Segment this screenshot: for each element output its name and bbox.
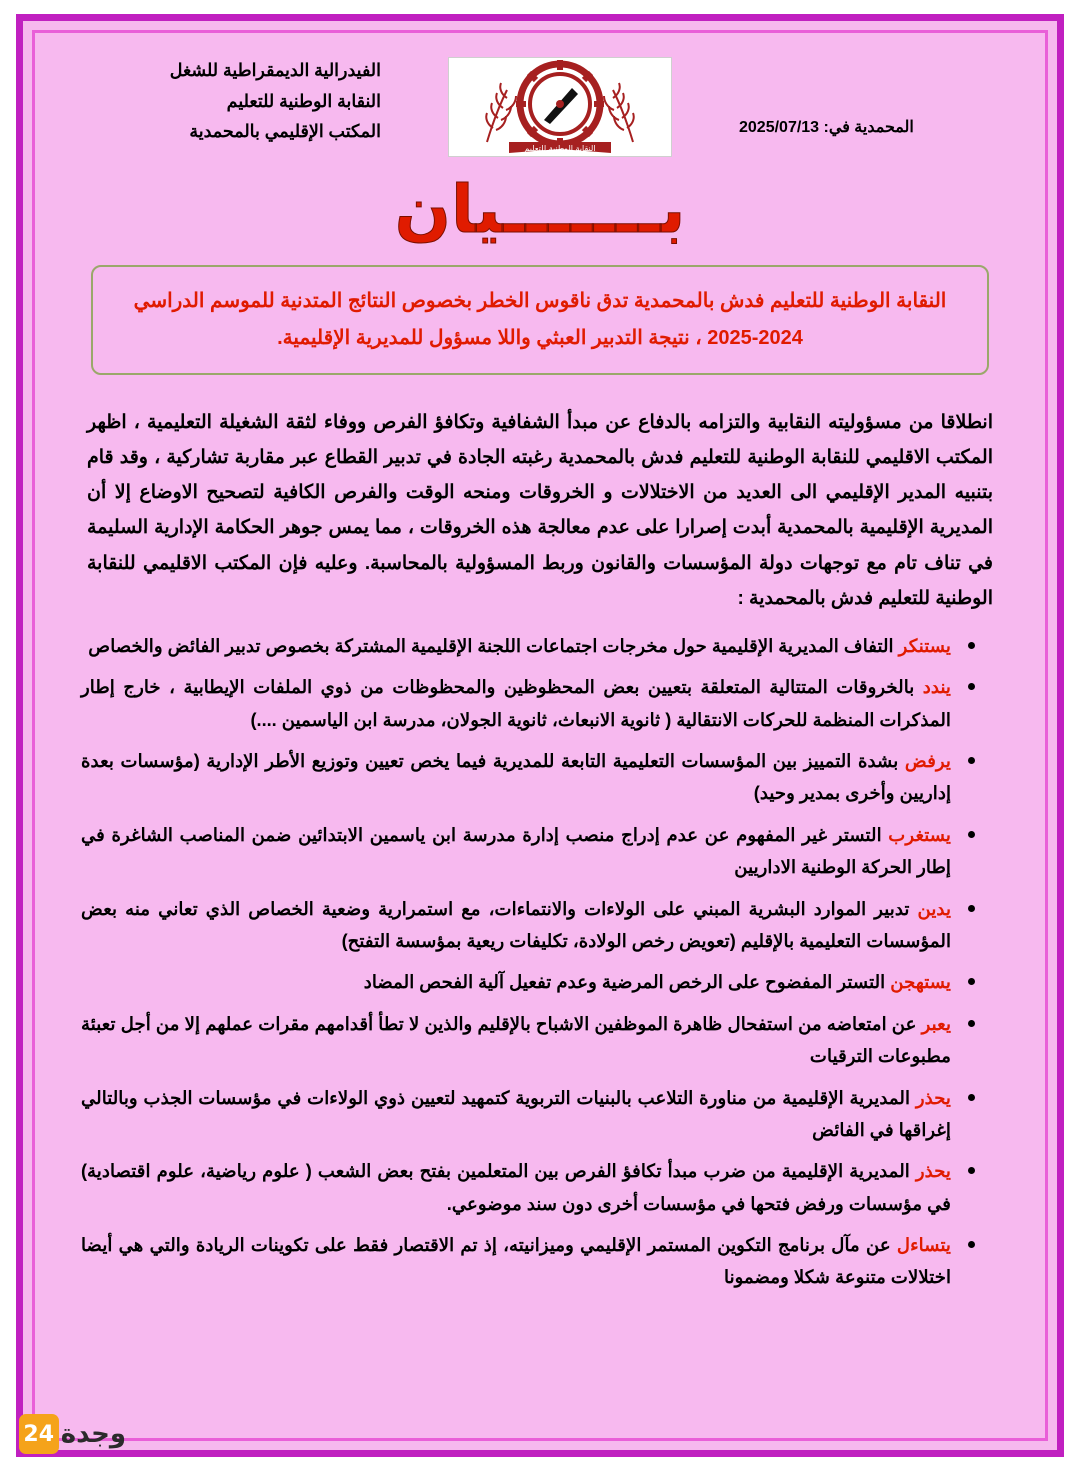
header-date-block [739, 55, 999, 137]
org-line-2: النقابة الوطنية للتعليم [226, 90, 381, 111]
claim-text: بشدة التمييز بين المؤسسات التعليمية التابعة للمديرية فيما يخص تعيين وتوزيع الأطر الإدارية (مؤسسات بعدة إداريين وأخرى بمدير وحيد) [81, 751, 951, 804]
watermark-badge: 24 [19, 1414, 59, 1454]
list-item [81, 1155, 955, 1220]
claim-verb: يستهجن [890, 972, 951, 993]
organization-names [81, 55, 381, 147]
claim-verb: يتساءل [896, 1235, 951, 1256]
claims-list [81, 630, 985, 1294]
claim-text: عن امتعاضه من استفحال ظاهرة الموظفين الاشباح بالإقليم والذين لا تطأ أقدامهم مقرات عملهم إلا من أجل تعبئة مطبوعات الترقيات [81, 1013, 951, 1067]
body-paragraph: انطلاقا من مسؤوليته النقابية والتزامه بالدفاع عن مبدأ الشفافية وتكافؤ الفرص ووفاء لثقة الشغيلة التعليمية ، اظهر المكتب الاقليمي للنقابة الوطنية للتعليم فدش بالمحمدية رغبته الجادة في تدبير القطاع عبر مقاربة تشاركية ، وقد قام بتنبيه المدير الإقليمي الى العديد من الاختلالات و الخروقات ومنحه الوقت والفرص الكافية لتصحيح الاوضاع إلا أن المديرية الإقليمية بالمحمدية أبدت إصرارا على عدم معالجة هذه الخروقات ، مما يمس جوهر الحكامة الإدارية السليمة في تناف تام مع توجهات دولة المؤسسات والقانون وربط المسؤولية بالمحاسبة. وعليه فإن المكتب الاقليمي للنقابة الوطنية للتعليم فدش بالمحمدية : [87, 412, 993, 609]
claim-text: التفاف المديرية الإقليمية حول مخرجات اجتماعات اللجنة الإقليمية المشتركة بخصوص تدبير الفائض والخصاص [88, 635, 899, 656]
claim-verb: يرفض [904, 751, 951, 772]
org-line-3: المكتب الإقليمي بالمحمدية [189, 121, 381, 142]
svg-text:النقابة الوطنية للتعليم: النقابة الوطنية للتعليم [524, 144, 596, 153]
claim-verb: يستنكر [898, 635, 951, 656]
union-emblem-logo [448, 57, 672, 157]
outer-border [16, 14, 1064, 1457]
claim-text: تدبير الموارد البشرية المبني على الولاءات والانتماءات، مع استمرارية وضعية الخصاص الذي تعاني منه بعض المؤسسات التعليمية بالإقليم (تعويض رخص الولادة، تكليفات ريعية بمؤسسة التفتح) [81, 898, 951, 951]
claim-text: المديرية الإقليمية من ضرب مبدأ تكافؤ الفرص بين المتعلمين بفتح بعض الشعب ( علوم رياضية، علوم اقتصادية) في مؤسسات ورفض فتحها في مؤسسات أخرى دون سند موضوعي. [81, 1161, 951, 1214]
claim-text: التستر المفضوح على الرخص المرضية وعدم تفعيل آلية الفحص المضاد [363, 972, 891, 993]
list-item [81, 1229, 955, 1294]
list-item [81, 745, 955, 810]
document-date: 2025/07/13 [739, 119, 820, 136]
list-item [81, 966, 955, 998]
org-line-1: الفيدرالية الديمقراطية للشغل [169, 60, 381, 80]
document-content [35, 33, 1045, 1438]
site-watermark [10, 1403, 126, 1465]
list-item [81, 893, 955, 958]
document-header [81, 55, 999, 157]
headline-box [91, 265, 989, 375]
list-item [81, 1082, 955, 1147]
claim-text: التستر غير المفهوم عن عدم إدراج منصب إدارة مدرسة ابن ياسمين الابتدائين ضمن المناصب الشاغرة في إطار الحركة الوطنية الاداريين [81, 824, 951, 878]
place-date-label: المحمدية في: [823, 119, 914, 136]
headline-text: النقابة الوطنية للتعليم فدش بالمحمدية تدق ناقوس الخطر بخصوص النتائج المتدنية للموسم الدراسي 2024-2025 ، نتيجة التدبير العبثي واللا مسؤول للمديرية الإقليمية. [133, 290, 947, 349]
list-item [81, 671, 955, 736]
claim-verb: يعبر [921, 1013, 951, 1034]
claim-text: عن مآل برنامج التكوين المستمر الإقليمي وميزانيته، إذ تم الاقتصار فقط على تكوينات الريادة والتي هي أيضا اختلالات متنوعة شكلا ومضمونا [81, 1235, 951, 1288]
claim-verb: يندد [922, 677, 951, 698]
claim-text: بالخروقات المتتالية المتعلقة بتعيين بعض المحظوظين والمحظوظات من ذوي الملفات الإيطابية ، خارج إطار المذكرات المنظمة للحركات الانتقالية ( ثانوية الانبعاث، ثانوية الجولان، مدرسة ابن الياسمين ....) [81, 677, 951, 730]
claim-verb: يستغرب [888, 824, 951, 845]
claim-text: المديرية الإقليمية من مناورة التلاعب بالبنيات التربوية كتمهيد لتعيين ذوي الولاءات في مؤسسات الجذب وبالتالي إغراقها في الفائض [81, 1087, 951, 1140]
claim-verb: يدين [917, 898, 951, 919]
page-title: بـــــــيان [394, 171, 686, 248]
list-item [81, 1008, 955, 1073]
list-item [81, 630, 955, 662]
claim-verb: يحذر [915, 1161, 951, 1182]
watermark-text: وجدة [60, 1419, 126, 1449]
list-item [81, 819, 955, 884]
claim-verb: يحذر [915, 1087, 951, 1108]
inner-border [32, 30, 1048, 1441]
